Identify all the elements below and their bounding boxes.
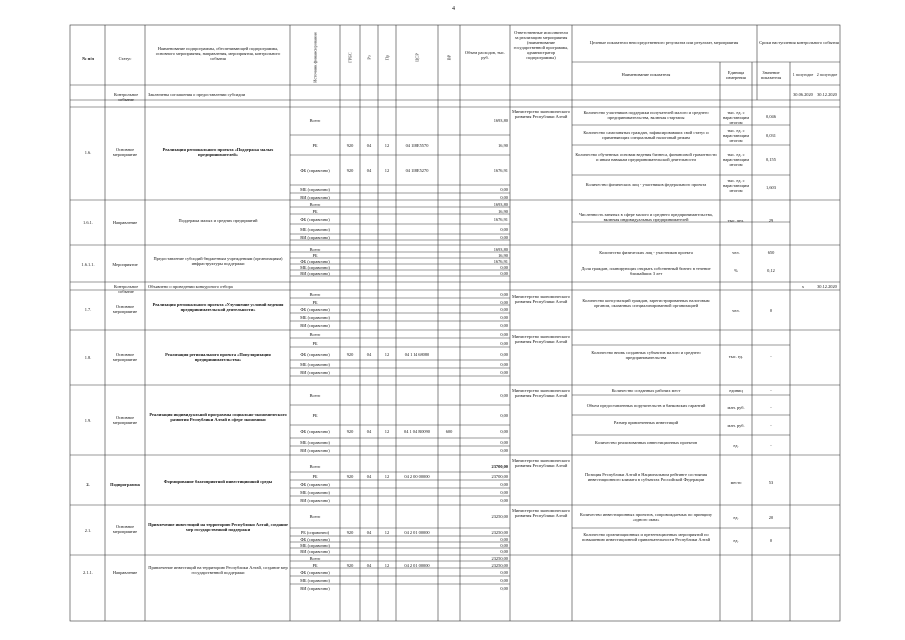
grbs-value: 920	[346, 474, 354, 479]
indicator-name: Количество самозанятых граждан, зафиксировавших свой статус и применяющих специальный налоговый режим	[583, 130, 709, 140]
source-label: Всего	[309, 292, 321, 297]
header-grbs: ГРБС	[347, 52, 353, 63]
source-label: ВИ (справочно)	[300, 549, 330, 554]
indicator-value: -	[770, 354, 772, 359]
amount-value: 0,00	[500, 578, 508, 583]
indicator-value: 20	[768, 515, 774, 520]
responsible: Министерство экономического развития Республики Алтай	[512, 109, 570, 119]
amount-value: 0,00	[500, 413, 508, 418]
source-label: ФБ (справочно)	[300, 570, 330, 575]
csr-value: 04 1I8E5270	[405, 168, 429, 173]
source-label: РБ	[312, 300, 318, 305]
amount-value: 0,00	[500, 393, 508, 398]
amount-value: 1693,80	[493, 118, 508, 123]
responsible: Министерство экономического развития Республики Алтай	[512, 334, 570, 344]
indicator-name: Количество физических лиц - участников федерального проекта	[585, 182, 707, 187]
amount-value: 0,00	[500, 300, 508, 305]
header-csr: ЦСР	[414, 53, 420, 62]
rz-value: 04	[366, 168, 372, 173]
row-name: Реализация регионального проекта «Поддержка малых предпринимателей»	[162, 147, 274, 157]
indicator-name: Размер привлеченных инвестиций	[613, 420, 679, 425]
header-name: Наименование подпрограммы, обеспечивающей подпрограммы, основного мероприятия, направления, мероприятия, контрольного события	[155, 46, 281, 61]
source-label: МБ (справочно)	[300, 543, 330, 548]
responsible: Министерство экономического развития Республики Алтай	[512, 388, 570, 398]
amount-value: 0,00	[500, 332, 508, 337]
amount-value: 0,00	[500, 323, 508, 328]
indicator-value: -	[770, 388, 772, 393]
amount-value: 0,00	[500, 341, 508, 346]
rz-value: 04	[366, 474, 372, 479]
source-label: Всего	[309, 118, 321, 123]
source-label: ВИ (справочно)	[300, 323, 330, 328]
row-status: Основное мероприятие	[112, 524, 138, 534]
pr-value: 12	[384, 352, 390, 357]
indicator-value: 0,046	[766, 114, 776, 119]
header-result-group: Целевые показатели непосредственного результата или результат, мероприятия	[589, 40, 739, 45]
rz-value: 04	[366, 563, 372, 568]
indicator-unit: млн. руб.	[727, 405, 745, 410]
row-num: 2.	[86, 482, 90, 487]
amount-value: 0,00	[500, 429, 508, 434]
source-label: ФБ (справочно)	[300, 217, 330, 222]
source-label: РБ	[312, 341, 318, 346]
indicator-value: -	[770, 405, 772, 410]
indicator-name: Количество обученных основам ведения бизнеса, финансовой грамотности и иным навыкам предпринимательской деятельности	[575, 152, 717, 162]
grbs-value: 920	[346, 429, 354, 434]
amount-value: 23250,00	[491, 530, 508, 535]
row-status: Основное мероприятие	[112, 415, 138, 425]
indicator-value: 0,155	[766, 157, 776, 162]
source-label: Всего	[309, 332, 321, 337]
header-amount: Объем расходов, тыс. руб.	[464, 50, 506, 60]
indicator-unit: единиц	[729, 388, 743, 393]
row-name: Привлечение инвестиций на территорию Республики Алтай, создание мер государственной поддержки	[148, 522, 288, 532]
amount-value: 0,00	[500, 271, 508, 276]
source-label: Всего	[309, 464, 321, 469]
source-label: ФБ (справочно)	[300, 537, 330, 542]
indicator-unit: чел.	[732, 250, 740, 255]
header-source: Источник финансирования	[312, 32, 318, 83]
grbs-value: 920	[346, 352, 354, 357]
indicator-name: Объем предоставленных поручительств и банковских гарантий	[586, 403, 706, 408]
indicator-unit: тыс. ед. с нарастающим итогом	[722, 128, 750, 143]
row-name: Объявлено о проведении конкурсного отбора	[148, 284, 233, 289]
source-label: Всего	[309, 202, 321, 207]
indicator-value: 53	[768, 480, 774, 485]
row-name: Реализация индивидуальной программы социально-экономического развития Республики Алтай в сфере экономики	[149, 412, 287, 422]
amount-value: 1693,80	[493, 202, 508, 207]
indicator-value: 0	[769, 308, 773, 313]
amount-value: 1676,91	[493, 168, 508, 173]
amount-value: 0,00	[500, 586, 508, 591]
row-num: 1.8.	[84, 355, 92, 360]
amount-value: 0,00	[500, 440, 508, 445]
indicator-name: Количество реализованных инвестиционных проектов	[594, 440, 698, 445]
amount-value: 0,00	[500, 362, 508, 367]
indicator-value: 1,603	[766, 185, 776, 190]
source-label: РБ	[312, 474, 318, 479]
row-deadline-2: 30.12.2020	[817, 92, 837, 97]
source-label: ФБ (справочно)	[300, 429, 330, 434]
rz-value: 04	[366, 352, 372, 357]
row-num: 1.7.	[84, 307, 92, 312]
indicator-name: Количество созданных рабочих мест	[611, 388, 681, 393]
row-name: Реализация регионального проекта «Улучшение условий ведения предпринимательской деятельности»	[152, 302, 284, 312]
indicator-name: Количество консультаций граждан, зарегистрированных налоговым органом, оказанных специализированной организацией	[582, 298, 710, 308]
header-deadline-1: 1 полугодие	[792, 72, 814, 77]
header-deadline-group: Сроки наступления контрольного события	[759, 40, 839, 45]
amount-value: 0,00	[500, 352, 508, 357]
amount-value: 0,00	[500, 549, 508, 554]
row-status: Контрольное событие	[113, 284, 139, 294]
source-label: ВИ (справочно)	[300, 448, 330, 453]
indicator-unit: тыс. ед. с нарастающим итогом	[722, 110, 750, 125]
row-num: 1.6.1.1.	[81, 262, 95, 267]
responsible: Министерство экономического развития Республики Алтай	[512, 294, 570, 304]
source-label: Всего	[309, 556, 321, 561]
indicator-unit: ед.	[733, 515, 739, 520]
row-num: 1.9.	[84, 418, 92, 423]
indicator-name: Количество участников поддержки получателей малого и среднего предпринимательства, включая стартапы	[583, 110, 709, 120]
source-label: МБ (справочно)	[300, 265, 330, 270]
indicator-name: Количество инвестиционных проектов, сопровождаемых по принципу «одного окна»	[579, 512, 713, 522]
amount-value: 0,00	[500, 370, 508, 375]
vr-value: 600	[445, 429, 453, 434]
pr-value: 12	[384, 474, 390, 479]
source-label: ВИ (справочно)	[300, 271, 330, 276]
indicator-unit: тыс. ед. с нарастающим итогом	[722, 152, 750, 167]
amount-value: 16,90	[498, 209, 508, 214]
grbs-value: 920	[346, 168, 354, 173]
source-label: ФБ (справочно)	[300, 168, 330, 173]
indicator-unit: %	[734, 268, 738, 273]
indicator-unit: ед.	[733, 443, 739, 448]
row-num: 2.1.	[84, 528, 92, 533]
row-deadline-2: 30.12.2020	[817, 284, 837, 289]
indicator-unit: место	[730, 480, 742, 485]
row-name: Реализация регионального проекта «Популяризация предпринимательства»	[165, 352, 271, 362]
indicator-name: Численность занятых в сфере малого и среднего предпринимательства, включая индивидуальных предпринимателей	[579, 212, 713, 222]
amount-value: 23250,00	[491, 563, 508, 568]
grbs-value: 920	[346, 530, 354, 535]
indicator-value: 29	[768, 218, 774, 223]
amount-value: 0,00	[500, 482, 508, 487]
source-label: РБ	[312, 253, 318, 258]
csr-value: 04 2 01 00000	[404, 563, 430, 568]
indicator-value: -	[770, 423, 772, 428]
row-status: Направление	[112, 570, 138, 575]
source-label: ВИ (справочно)	[300, 235, 330, 240]
amount-value: 23250,00	[491, 514, 508, 519]
indicator-value: 0	[769, 538, 773, 543]
source-label: МБ (справочно)	[300, 227, 330, 232]
header-result-unit: Единица измерения	[726, 70, 746, 80]
amount-value: 0,00	[500, 292, 508, 297]
csr-value: 04 1I8E5570	[405, 143, 429, 148]
source-label: РБ (справочно)	[300, 530, 330, 535]
grbs-value: 920	[346, 143, 354, 148]
source-label: РБ	[312, 143, 318, 148]
rz-value: 04	[366, 530, 372, 535]
amount-value: 0,00	[500, 498, 508, 503]
indicator-name: Доля граждан, планирующих открыть собственный бизнес в течение ближайших 3 лет	[581, 266, 711, 276]
amount-value: 23700,00	[491, 474, 508, 479]
amount-value: 0,00	[500, 315, 508, 320]
header-responsible: Ответственные исполнители за реализацию мероприятия (наименование государственной программы, администратор подпрограммы)	[513, 30, 569, 60]
header-deadline-2: 2 полугодие	[816, 72, 838, 77]
row-name: Предоставление субсидий бюджетным учреждениям (организациям) инфраструктуры поддержки	[153, 256, 283, 266]
grbs-value: 920	[346, 563, 354, 568]
row-deadline-1: х	[801, 284, 805, 289]
header-rz: Рз	[366, 55, 372, 60]
source-label: ФБ (справочно)	[300, 482, 330, 487]
row-num: 2.1.1.	[83, 570, 93, 575]
amount-value: 1693,80	[493, 247, 508, 252]
row-status: Основное мероприятие	[112, 147, 138, 157]
indicator-unit: тыс. ед.	[728, 354, 744, 359]
header-result-name: Наименование показателя	[621, 72, 671, 77]
source-label: ВИ (справочно)	[300, 498, 330, 503]
indicator-name: Позиция Республики Алтай в Национальном рейтинге состояния инвестиционного климата в субъектах Российской Федерации	[585, 472, 707, 482]
indicator-value: 0,031	[766, 133, 776, 138]
indicator-unit: чел.	[732, 308, 740, 313]
pr-value: 12	[384, 563, 390, 568]
source-label: РБ	[312, 209, 318, 214]
rz-value: 04	[366, 143, 372, 148]
header-num: № п/п	[82, 56, 94, 61]
amount-value: 16,90	[498, 253, 508, 258]
amount-value: 0,00	[500, 227, 508, 232]
amount-value: 0,00	[500, 235, 508, 240]
source-label: РБ	[312, 413, 318, 418]
pr-value: 12	[384, 143, 390, 148]
indicator-unit: млн. руб.	[727, 423, 745, 428]
indicator-value: -	[770, 443, 772, 448]
amount-value: 0,00	[500, 543, 508, 548]
amount-value: 0,00	[500, 195, 508, 200]
row-status: Основное мероприятие	[112, 352, 138, 362]
amount-value: 1676,91	[493, 217, 508, 222]
row-status: Направление	[112, 220, 138, 225]
source-label: МБ (справочно)	[300, 578, 330, 583]
responsible: Министерство экономического развития Республики Алтай	[512, 458, 570, 468]
csr-value: 04 1 I4 68080	[404, 352, 430, 357]
header-result-value: Значение показателя	[760, 70, 782, 80]
header-pr: Пр	[384, 54, 390, 61]
source-label: ФБ (справочно)	[300, 259, 330, 264]
row-deadline-1: 30.06.2020	[793, 92, 813, 97]
csr-value: 04 2 00 00000	[404, 474, 430, 479]
responsible: Министерство экономического развития Республики Алтай	[512, 508, 570, 518]
indicator-unit: ед.	[733, 538, 739, 543]
source-label: МБ (справочно)	[300, 362, 330, 367]
row-name: Поддержка малых и средних предприятий	[178, 218, 258, 223]
source-label: МБ (справочно)	[300, 440, 330, 445]
source-label: Всего	[309, 514, 321, 519]
source-label: ФБ (справочно)	[300, 307, 330, 312]
source-label: МБ (справочно)	[300, 187, 330, 192]
amount-value: 23700,00	[491, 464, 508, 469]
source-label: ВИ (справочно)	[300, 195, 330, 200]
source-label: Всего	[309, 247, 321, 252]
header-status: Статус	[118, 56, 132, 61]
row-name: Привлечение инвестиций на территорию Республики Алтай, создание мер государственной поддержки	[148, 565, 288, 575]
csr-value: 04 1 04 R0090	[404, 429, 430, 434]
row-num: 1.6.1.	[83, 220, 93, 225]
indicator-unit: тыс. чел.	[727, 218, 745, 223]
row-status: Контрольное событие	[113, 92, 139, 102]
source-label: ВИ (справочно)	[300, 370, 330, 375]
indicator-value: 0,12	[767, 268, 775, 273]
pr-value: 12	[384, 168, 390, 173]
amount-value: 0,00	[500, 537, 508, 542]
row-name: Заключены соглашения о предоставлении субсидии	[148, 92, 246, 97]
amount-value: 0,00	[500, 307, 508, 312]
amount-value: 16,90	[498, 143, 508, 148]
source-label: РБ	[312, 563, 318, 568]
amount-value: 0,00	[500, 265, 508, 270]
source-label: ВИ (справочно)	[300, 586, 330, 591]
source-label: МБ (справочно)	[300, 315, 330, 320]
row-status: Основное мероприятие	[112, 304, 138, 314]
row-status: Подпрограмма	[110, 482, 140, 487]
header-vr: ВР	[446, 54, 452, 61]
pr-value: 12	[384, 429, 390, 434]
row-status: Мероприятие	[112, 262, 138, 267]
source-label: ФБ (справочно)	[300, 352, 330, 357]
page-number: 4	[452, 6, 455, 12]
indicator-value: 650	[767, 250, 775, 255]
indicator-name: Количество физических лиц - участников проекта	[599, 250, 693, 255]
amount-value: 0,00	[500, 490, 508, 495]
indicator-unit: тыс. ед. с нарастающим итогом	[722, 178, 750, 193]
rz-value: 04	[366, 429, 372, 434]
amount-value: 1676,91	[493, 259, 508, 264]
amount-value: 0,00	[500, 187, 508, 192]
indicator-name: Количество вновь созданных субъектов малого и среднего предпринимательства	[591, 350, 701, 360]
row-name: Формирование благоприятной инвестиционной среды	[163, 479, 273, 484]
amount-value: 0,00	[500, 448, 508, 453]
source-label: Всего	[309, 393, 321, 398]
source-label: МБ (справочно)	[300, 490, 330, 495]
indicator-name: Количество организационных и презентационных мероприятий по повышению инвестиционной привлекательности Республики Алтай	[582, 532, 710, 542]
pr-value: 12	[384, 530, 390, 535]
amount-value: 23250,00	[491, 556, 508, 561]
amount-value: 0,00	[500, 570, 508, 575]
csr-value: 04 2 01 00000	[404, 530, 430, 535]
row-num: 1.6.	[84, 150, 92, 155]
